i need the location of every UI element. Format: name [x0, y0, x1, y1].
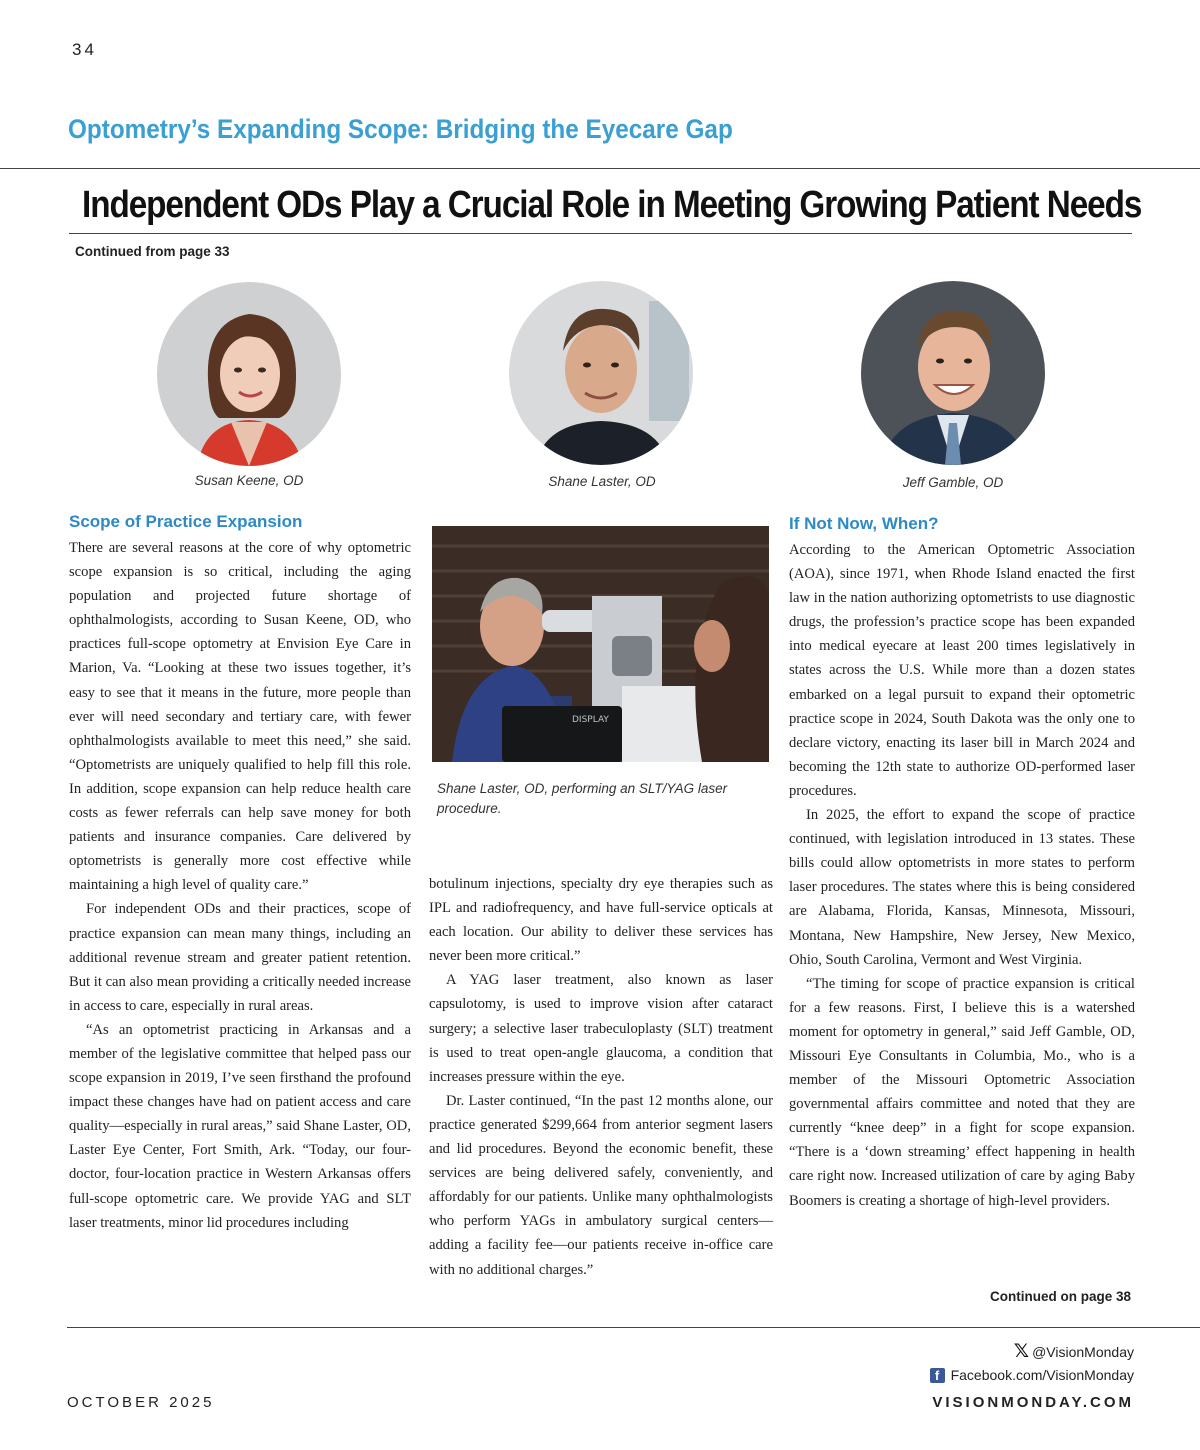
facebook-logo-icon: f — [930, 1368, 945, 1383]
paragraph: According to the American Optometric Association (AOA), since 1971, when Rhode Island enacted the first law in the nation authorizing optometrists to use diagnostic drugs, the profession’s practice scope has been expanded into medical eyecare at least 200 times legislatively in states across the U.S. While more than a dozen states embarked on a legal pursuit to expand their optometric practice scope in 2024, South Dakota was the only one to declare victory, enacting its laser bill in March 2024 and becoming the 12th state to authorize OD-performed laser procedures. — [789, 542, 1135, 799]
section-heading-scope: Scope of Practice Expansion — [69, 512, 303, 531]
x-logo-icon: 𝕏 — [1013, 1341, 1030, 1362]
paragraph: For independent ODs and their practices, scope of practice expansion can mean many things, including an additional revenue stream and greater patient retention. But it can also mean providing a critically needed increase in access to care, especially in rural areas. — [69, 901, 411, 1014]
section-heading-if-not-now: If Not Now, When? — [789, 514, 939, 533]
continued-on-label: Continued on page 38 — [990, 1289, 1132, 1304]
x-handle: @VisionMonday — [1032, 1343, 1134, 1360]
portrait-jeff-gamble — [861, 281, 1045, 465]
article-column-middle — [429, 872, 773, 1282]
website-url[interactable]: VISIONMONDAY.COM — [932, 1394, 1134, 1411]
facebook-social-link[interactable] — [930, 1367, 1134, 1383]
portrait-caption-keene: Susan Keene, OD — [194, 473, 304, 488]
photo-caption: Shane Laster, OD, performing an SLT/YAG laser procedure. — [437, 781, 728, 816]
x-social-link[interactable] — [1014, 1340, 1134, 1363]
headline-rule — [69, 233, 1132, 234]
paragraph: “As an optometrist practicing in Arkansas and a member of the legislative committee that helped pass our scope expansion in 2019, I’ve seen firsthand the profound impact these changes have had on patient access and care quality—especially in rural areas,” said Shane Laster, OD, Laster Eye Center, Fort Smith, Ark. “Today, our four-doctor, four-location practice in Western Arkansas offers full-scope optometric care. We provide YAG and SLT laser treatments, minor lid procedures including — [69, 1021, 411, 1231]
continued-from-label: Continued from page 33 — [75, 244, 230, 259]
procedure-photo — [432, 526, 769, 762]
portrait-caption-laster: Shane Laster, OD — [548, 474, 656, 489]
section-title: Optometry’s Expanding Scope: Bridging the Eyecare Gap — [68, 114, 733, 144]
header-rule — [0, 168, 1200, 169]
article-column-right — [789, 512, 1135, 1213]
portrait-caption-gamble: Jeff Gamble, OD — [902, 475, 1004, 490]
page-number: 34 — [72, 40, 97, 59]
paragraph: In 2025, the effort to expand the scope of practice continued, with legislation introduced in 13 states. These bills could allow optometrists in more states to perform laser procedures. The states where this is being considered are Alabama, Florida, Kansas, Minnesota, Missouri, Montana, New Hampshire, New Jersey, New Mexico, Ohio, South Carolina, Vermont and West Virginia. — [789, 807, 1135, 968]
paragraph: botulinum injections, specialty dry eye therapies such as IPL and radiofrequency, and have full-service opticals at each location. Our ability to deliver these services has never been more critical.” — [429, 876, 773, 965]
paragraph: There are several reasons at the core of why optometric scope expansion is so critical, including the aging population and projected future shortage of ophthalmologists, according to Susan Keene, OD, who practices full-scope optometry at Envision Eye Care in Marion, Va. “Looking at these two issues together, it’s easy to see that it means in the future, more people than ever will need secondary and tertiary care, with fewer ophthalmologists available to meet this need,” she said. “Optometrists are uniquely qualified to help fill this role. In addition, scope expansion can help reduce health care costs as fewer referrals can help save money for both patients and insurance companies. Care delivered by optometrists is generally more cost effective while maintaining a high level of quality care.” — [69, 540, 411, 894]
device-label: DISPLAY — [572, 715, 609, 725]
paragraph: Dr. Laster continued, “In the past 12 months alone, our practice generated $299,664 from anterior segment lasers and lid procedures. Beyond the economic benefit, these services are being delivered safely, conveniently, and affordably for our patients. Unlike many ophthalmologists who perform YAGs in ambulatory surgical centers—adding a facility fee—our patients receive in-office care with no additional charges.” — [429, 1092, 773, 1278]
article-column-left — [69, 510, 411, 1235]
portrait-shane-laster — [509, 281, 693, 465]
portrait-susan-keene — [157, 282, 341, 466]
footer-rule — [67, 1327, 1200, 1328]
paragraph: “The timing for scope of practice expansion is critical for a few reasons. First, I believe this is a watershed moment for optometry in general,” said Jeff Gamble, OD, Missouri Eye Consultants in Columbia, Mo., who is a member of the Missouri Optometric Association governmental affairs committee and noted that they are currently “knee deep” in a fight for scope expansion. “There is a ‘down streaming’ effect happening in health care right now. Increased utilization of care by aging Baby Boomers is creating a shortage of high-level providers. — [789, 975, 1135, 1209]
paragraph: A YAG laser treatment, also known as laser capsulotomy, is used to improve vision after cataract surgery; a selective laser trabeculoplasty (SLT) treatment is used to treat open-angle glaucoma, a condition that increases pressure within the eye. — [429, 972, 773, 1085]
facebook-url: Facebook.com/VisionMonday — [950, 1367, 1134, 1383]
issue-date: OCTOBER 2025 — [67, 1394, 215, 1411]
headline: Independent ODs Play a Crucial Role in Meeting Growing Patient Needs — [82, 184, 1142, 226]
